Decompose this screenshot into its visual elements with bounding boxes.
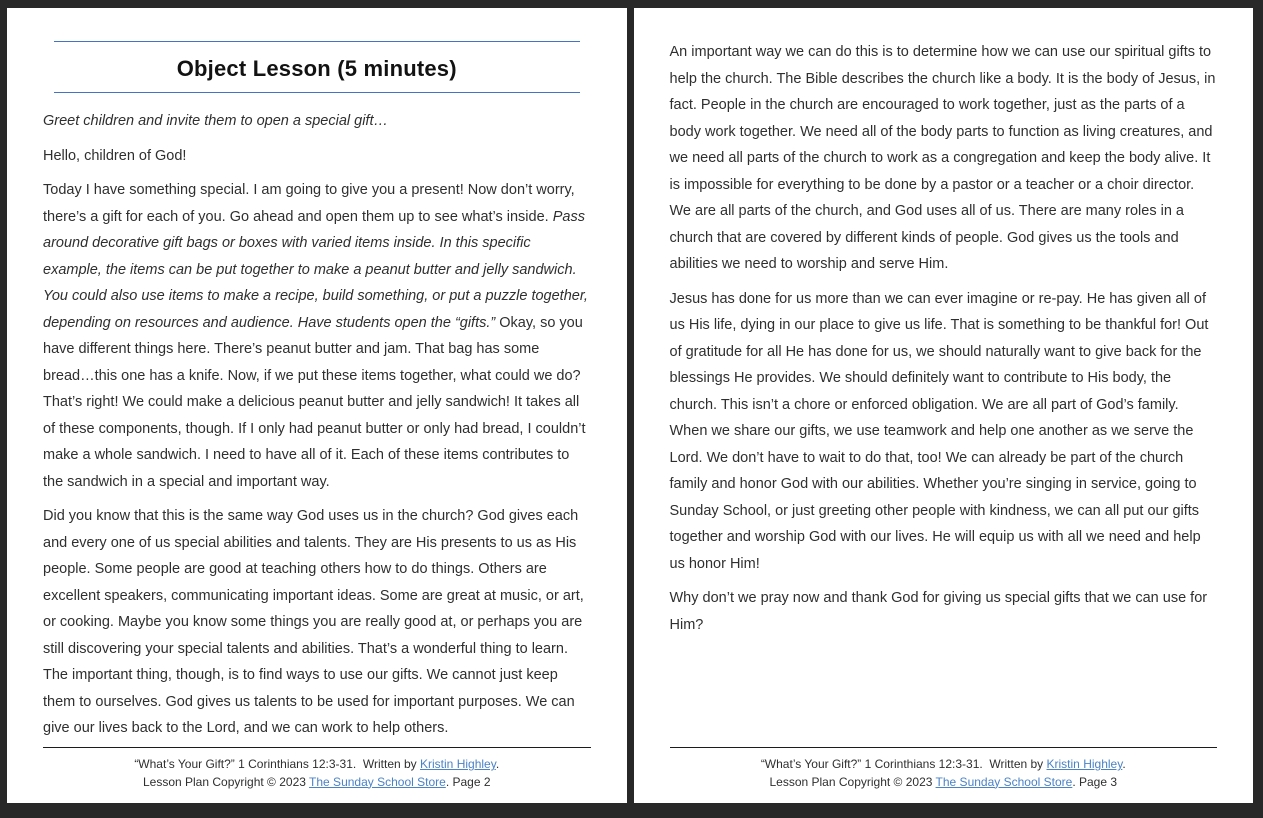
page-2-footer bbox=[43, 747, 591, 791]
section-title: Object Lesson (5 minutes) bbox=[176, 56, 457, 81]
run-normal: Okay, so you have different things here. There’s peanut butter and jam. That bag has some bread…this one has a knife. Now, if we put these items together, what could we do? That’s right! We could make a delicious peanut butter and jelly sandwich! It takes all of these components, though. If I only had peanut butter or only had bread, I couldn’t make a whole sandwich. I need to have all of it. Each of these items contributes to the sandwich in a special and important way. bbox=[43, 314, 586, 490]
run-stage-direction: Pass around decorative gift bags or boxes with varied items inside. In this specific example, the items can be put together to make a peanut butter and jelly sandwich. You could also use items to make a recipe, build something, or put a puzzle together, depending on resources and audience. Have students open the “gifts.” bbox=[43, 208, 588, 331]
section-heading-block bbox=[54, 41, 580, 93]
footer-citation-text: “What’s Your Gift?” 1 Corinthians 12:3-31. Written by bbox=[134, 757, 421, 771]
page-3-footer bbox=[670, 747, 1218, 791]
author-link[interactable]: Kristin Highley bbox=[1046, 757, 1123, 771]
paragraph-church-body: An important way we can do this is to determine how we can use our spiritual gifts to help the church. The Bible describes the church like a body. It is the body of Jesus, in fact. People in the church are encouraged to work together, just as the parts of a body work together. We need all of the body parts to function as living creatures, and we need all parts of the church to work as a congregation and keep the body alive. It is impossible for everything to be done by a pastor or a teacher or a choir director. We are all parts of the church, and God uses all of us. There are many roles in a church that are covered by different kinds of people. God gives us the tools and abilities we need to worship and serve Him. bbox=[669, 44, 1216, 272]
footer-citation-text: “What’s Your Gift?” 1 Corinthians 12:3-31. Written by bbox=[760, 757, 1047, 771]
paragraph-gifts-application: Did you know that this is the same way God uses us in the church? God gives each and every one of us special abilities and talents. They are His presents to us as His people. Some people are good at teaching others how to do things. Others are excellent speakers, communicating important ideas. Some are great at music, or art, or cooking. Maybe you know some things you are really good at, or perhaps you are still discovering your special talents and abilities. That’s a wonderful thing to learn. The important thing, though, is to find ways to use our gifts. We cannot just keep them to ourselves. God gives us talents to be used for important purposes. We can give our lives back to the Lord, and we can work to help others. bbox=[43, 508, 584, 736]
paragraph-prayer-invite: Why don’t we pray now and thank God for giving us special gifts that we can use for Him? bbox=[669, 590, 1208, 633]
store-link[interactable]: The Sunday School Store bbox=[935, 774, 1073, 789]
page-3-body bbox=[670, 39, 1218, 638]
footer-copyright-text: Lesson Plan Copyright © 2023 bbox=[769, 774, 936, 789]
store-link[interactable]: The Sunday School Store bbox=[309, 774, 446, 789]
footer-page-number: . Page 3 bbox=[1072, 774, 1118, 789]
footer-copyright-line bbox=[43, 774, 591, 792]
footer-citation-period: . bbox=[1122, 757, 1126, 771]
footer-citation-period: . bbox=[495, 757, 500, 771]
paragraph-greeting: Hello, children of God! bbox=[43, 147, 187, 164]
footer-copyright-text: Lesson Plan Copyright © 2023 bbox=[142, 774, 310, 789]
page-2-body bbox=[43, 108, 591, 742]
paragraph-object-lesson bbox=[43, 177, 591, 495]
footer-page-number: . Page 2 bbox=[445, 774, 491, 789]
page-3 bbox=[634, 8, 1254, 803]
author-link[interactable]: Kristin Highley bbox=[420, 757, 496, 771]
heading-rule-bottom bbox=[54, 92, 580, 93]
footer-copyright-line bbox=[670, 774, 1218, 792]
paragraph-jesus-gratitude: Jesus has done for us more than we can ever imagine or re-pay. He has given all of us His life, dying in our place to give us life. That is something to be thankful for! Out of gratitude for all He has done for us, we should naturally want to give back for the blessings He provides. We should definitely want to contribute to His body, the church. This isn’t a chore or enforced obligation. We are all part of God’s family. When we share our gifts, we use teamwork and help one another as we serve the Lord. We don’t have to wait to do that, too! We can already be part of the church family and honor God with our abilities. Whether you’re singing in service, going to Sunday School, or just greeting other people with kindness, we can all put our gifts together and worship God with our lives. He will equip us with all we need and help us honor Him! bbox=[669, 290, 1209, 572]
footer-citation-line bbox=[670, 756, 1218, 774]
footer-citation-line bbox=[43, 756, 591, 774]
paragraph-stage-direction: Greet children and invite them to open a special gift… bbox=[43, 113, 388, 129]
page-2 bbox=[7, 8, 627, 803]
run-normal: Today I have something special. I am going to give you a present! Now don’t worry, there’s a gift for each of you. Go ahead and open them up to see what’s inside. bbox=[43, 182, 575, 225]
